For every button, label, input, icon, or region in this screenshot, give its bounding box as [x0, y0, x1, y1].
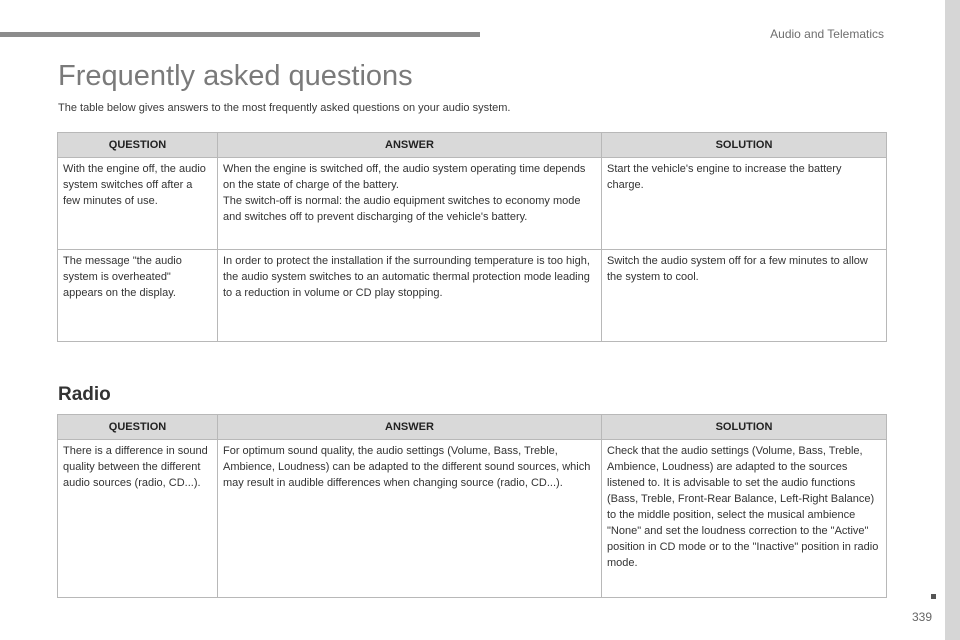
intro-text: The table below gives answers to the most frequently asked questions on your audio system.	[58, 102, 511, 114]
column-header-solution: SOLUTION	[602, 415, 887, 440]
question-cell: There is a difference in sound quality between the different audio sources (radio, CD...).	[58, 440, 218, 598]
page-number: 339	[912, 610, 933, 624]
table-header-row	[58, 415, 887, 440]
column-header-answer: ANSWER	[218, 133, 602, 158]
radio-heading: Radio	[58, 384, 111, 405]
page-edge-strip	[945, 0, 960, 640]
table-row	[58, 158, 887, 250]
column-header-question: QUESTION	[58, 415, 218, 440]
page-marker-square	[931, 594, 936, 599]
column-header-answer: ANSWER	[218, 415, 602, 440]
radio-faq-table	[57, 414, 887, 598]
faq-table	[57, 132, 887, 342]
table-row	[58, 250, 887, 342]
table-row	[58, 440, 887, 598]
answer-cell: In order to protect the installation if the surrounding temperature is too high, the audio system switches to an automatic thermal protection mode leading to a reduction in volume or CD play stopping.	[218, 250, 602, 342]
header-rule	[0, 32, 480, 37]
question-cell: With the engine off, the audio system switches off after a few minutes of use.	[58, 158, 218, 250]
table-header-row	[58, 133, 887, 158]
page-title: Frequently asked questions	[58, 60, 413, 92]
question-cell: The message "the audio system is overheated" appears on the display.	[58, 250, 218, 342]
column-header-question: QUESTION	[58, 133, 218, 158]
solution-cell: Start the vehicle's engine to increase the battery charge.	[602, 158, 887, 250]
answer-cell: When the engine is switched off, the audio system operating time depends on the state of charge of the battery. The switch-off is normal: the audio equipment switches to economy mode and switches off to prevent discharging of the vehicle's battery.	[218, 158, 602, 250]
solution-cell: Switch the audio system off for a few minutes to allow the system to cool.	[602, 250, 887, 342]
solution-cell: Check that the audio settings (Volume, Bass, Treble, Ambience, Loudness) are adapted to the sources listened to. It is advisable to set the audio functions (Bass, Treble, Front-Rear Balance, Left-Right Balance) to the middle position, select the musical ambience "None" and set the loudness correction to the "Active" position in CD mode or to the "Inactive" position in radio mode.	[602, 440, 887, 598]
section-title: Audio and Telematics	[770, 27, 884, 41]
answer-cell: For optimum sound quality, the audio settings (Volume, Bass, Treble, Ambience, Loudness) can be adapted to the different sound sources, which may result in audible differences when changing source (radio, CD...).	[218, 440, 602, 598]
column-header-solution: SOLUTION	[602, 133, 887, 158]
